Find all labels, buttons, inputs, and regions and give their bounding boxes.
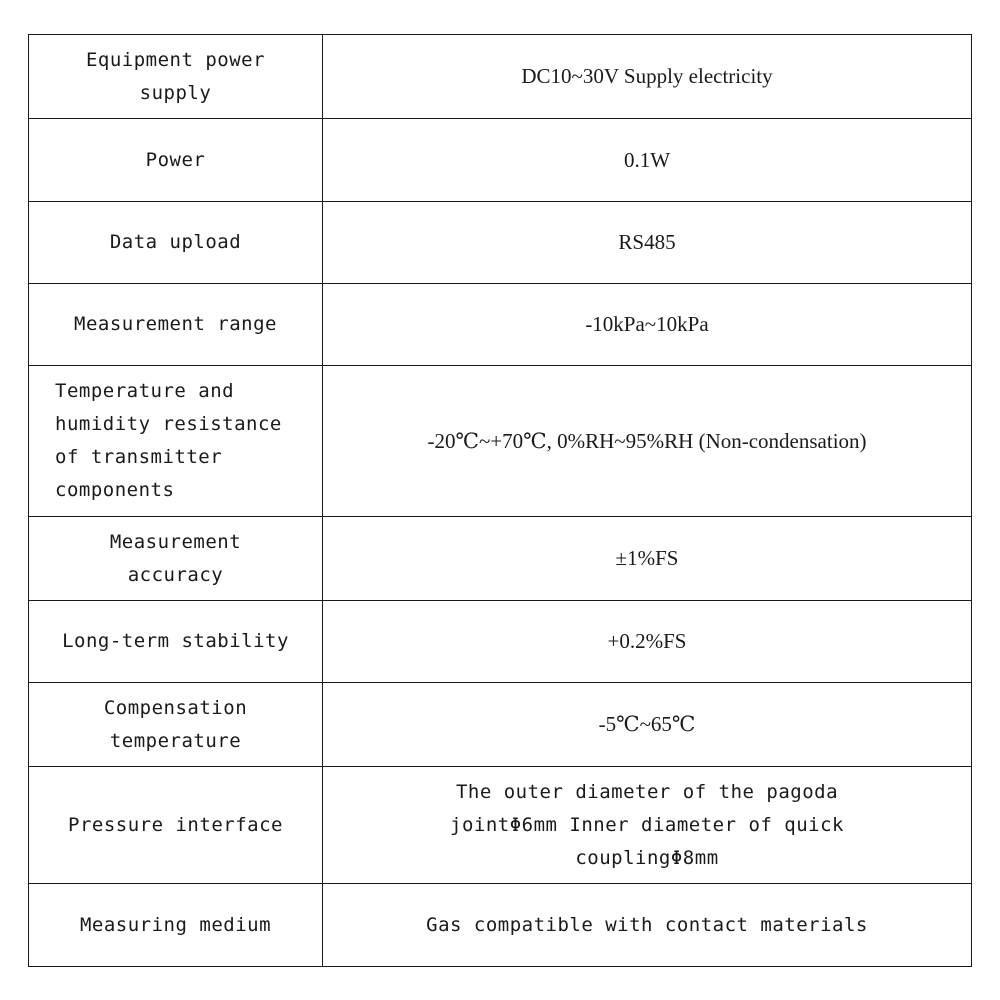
value-cell xyxy=(323,366,972,517)
spec-table xyxy=(28,34,972,967)
parameter-cell xyxy=(29,601,323,683)
value-cell xyxy=(323,517,972,601)
parameter-label: Temperature and humidity resistance of transmitter components xyxy=(55,380,282,501)
value-text: 0.1W xyxy=(623,147,671,172)
value-cell xyxy=(323,884,972,967)
parameter-label: Equipment power supply xyxy=(85,48,266,104)
value-cell xyxy=(323,35,972,119)
table-row xyxy=(29,517,972,601)
value-text: Gas compatible with contact materials xyxy=(426,913,868,936)
table-row xyxy=(29,683,972,767)
value-cell xyxy=(323,202,972,284)
parameter-cell xyxy=(29,284,323,366)
parameter-cell xyxy=(29,683,323,767)
value-text: ±1%FS xyxy=(615,546,679,570)
table-row xyxy=(29,366,972,517)
table-row xyxy=(29,767,972,884)
table-row xyxy=(29,284,972,366)
parameter-cell xyxy=(29,119,323,202)
parameter-cell xyxy=(29,366,323,517)
value-text: +0.2%FS xyxy=(607,629,687,653)
parameter-cell xyxy=(29,767,323,884)
value-text: DC10~30V Supply electricity xyxy=(521,64,773,88)
value-cell xyxy=(323,683,972,767)
value-text: -5℃~65℃ xyxy=(598,712,696,736)
table-row xyxy=(29,119,972,202)
value-text: The outer diameter of the pagoda jointΦ6mm Inner diameter of quick couplingΦ8mm xyxy=(450,780,844,869)
value-cell xyxy=(323,601,972,683)
parameter-label: Pressure interface xyxy=(68,813,283,836)
parameter-cell xyxy=(29,884,323,967)
parameter-cell xyxy=(29,517,323,601)
value-cell xyxy=(323,284,972,366)
table-row xyxy=(29,202,972,284)
value-text: RS485 xyxy=(618,230,676,254)
value-cell xyxy=(323,767,972,884)
value-cell xyxy=(323,119,972,202)
table-row xyxy=(29,35,972,119)
parameter-cell xyxy=(29,202,323,284)
parameter-label: Power xyxy=(145,148,206,171)
parameter-cell xyxy=(29,35,323,119)
value-text: -10kPa~10kPa xyxy=(585,312,709,336)
table-row xyxy=(29,884,972,967)
parameter-label: Data upload xyxy=(109,231,242,253)
parameter-label: Measuring medium xyxy=(79,913,272,936)
parameter-label: Measurement range xyxy=(74,313,277,335)
value-text: -20℃~+70℃, 0%RH~95%RH (Non-condensation) xyxy=(427,428,867,453)
parameter-label: Measurement accuracy xyxy=(109,530,242,586)
parameter-label: Compensation temperature xyxy=(103,696,248,752)
table-row xyxy=(29,601,972,683)
parameter-label: Long-term stability xyxy=(62,630,289,652)
